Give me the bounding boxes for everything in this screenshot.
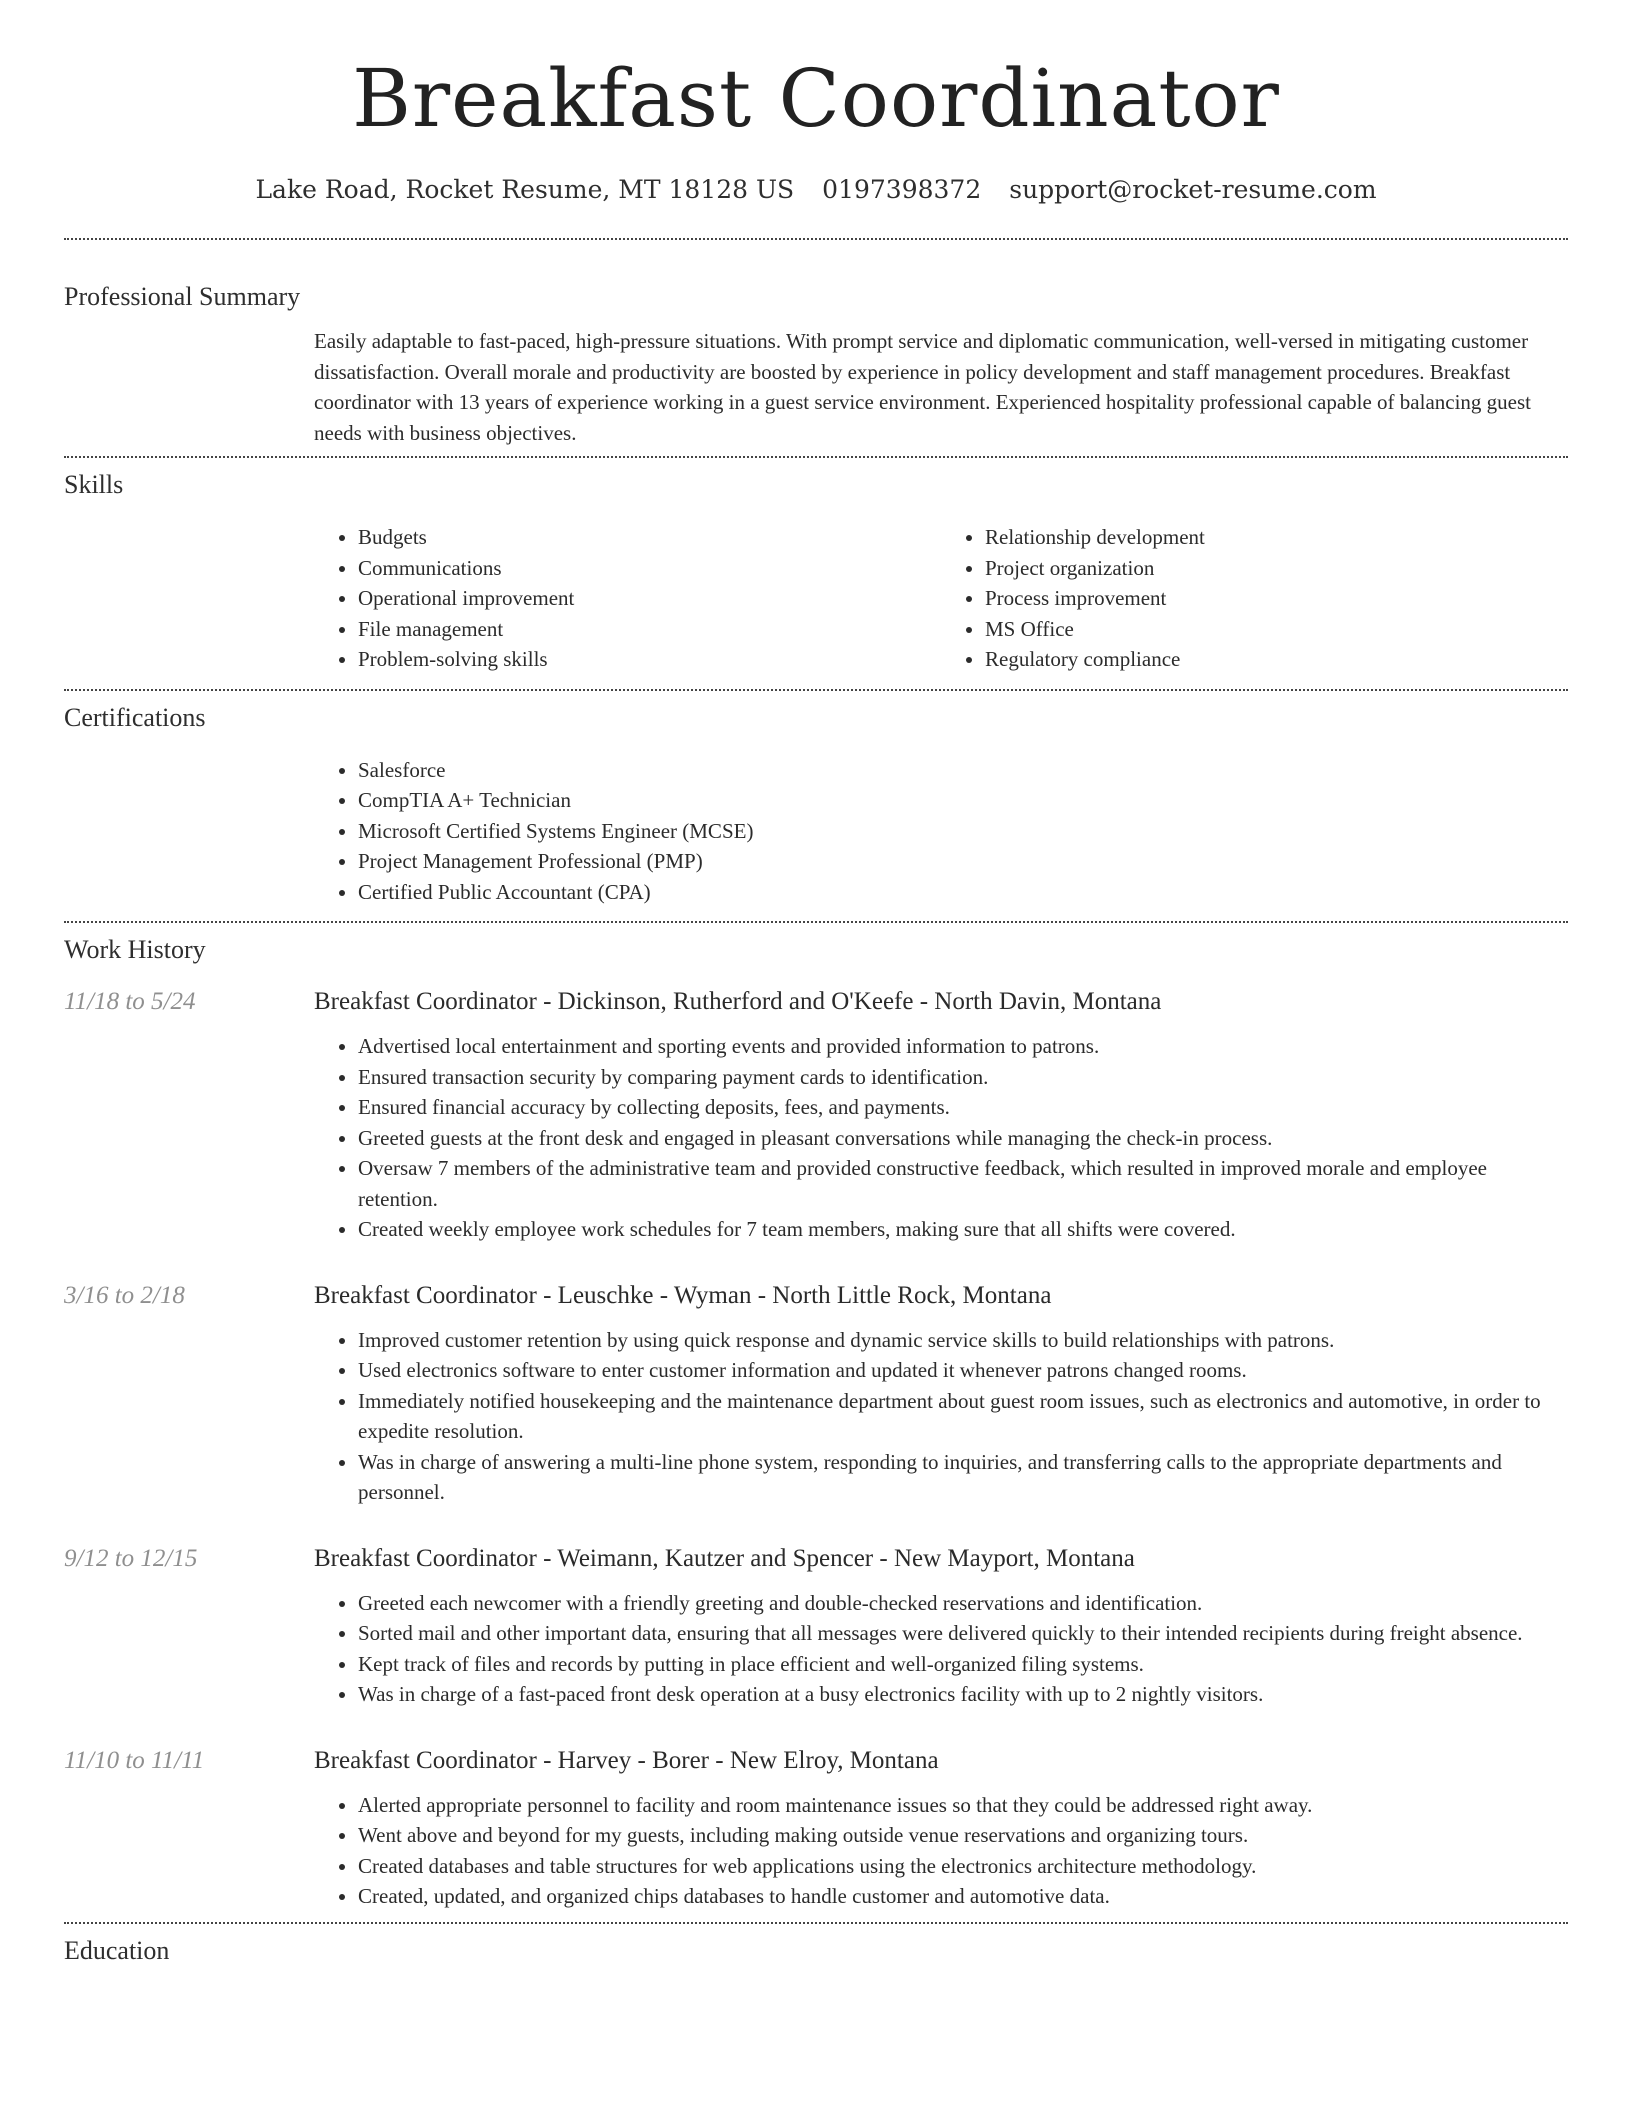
- skills-left-column: [314, 522, 941, 675]
- job-bullet: • Used electronics software to enter customer information and updated it whenever patrons changed rooms.: [358, 1355, 1568, 1386]
- certification-item: • Salesforce: [358, 755, 1568, 786]
- divider: [64, 1922, 1568, 1924]
- job-bullet: • Oversaw 7 members of the administrative team and provided constructive feedback, which resulted in improved morale and employee retention.: [358, 1153, 1568, 1214]
- skill-item: • Communications: [358, 553, 941, 584]
- candidate-name: Breakfast Coordinator: [352, 52, 1280, 145]
- job-bullet: • Immediately notified housekeeping and the maintenance department about guest room issues, such as electronics and automotive, in order to expedite resolution.: [358, 1386, 1568, 1447]
- divider: [64, 921, 1568, 923]
- job-dates: 11/10 to 11/11: [64, 1746, 205, 1774]
- job-dates: 9/12 to 12/15: [64, 1544, 198, 1572]
- contact-phone[interactable]: 0197398372: [822, 175, 982, 204]
- summary-text: Easily adaptable to fast-paced, high-pressure situations. With prompt service and diplomatic communication, well-versed in mitigating customer dissatisfaction. Overall morale and productivity are boosted by experience in policy development and staff management procedures. Breakfast coordinator with 13 years of experience working in a guest service environment. Experienced hospitality professional capable of balancing guest needs with business objectives.: [314, 329, 1532, 445]
- certification-item: • CompTIA A+ Technician: [358, 785, 1568, 816]
- skill-item: • Project organization: [985, 553, 1568, 584]
- job-entry: [64, 1542, 1568, 1710]
- job-bullet: • Advertised local entertainment and sporting events and provided information to patrons.: [358, 1031, 1568, 1062]
- certification-item: • Microsoft Certified Systems Engineer (MCSE): [358, 816, 1568, 847]
- work-history-title: Work History: [64, 935, 206, 964]
- skill-item: • Operational improvement: [358, 583, 941, 614]
- job-bullet: • Kept track of files and records by putting in place efficient and well-organized filing systems.: [358, 1649, 1568, 1680]
- job-bullet: • Was in charge of answering a multi-line phone system, responding to inquiries, and transferring calls to the appropriate departments and personnel.: [358, 1447, 1568, 1508]
- skill-item: • Regulatory compliance: [985, 644, 1568, 675]
- job-bullet: • Alerted appropriate personnel to facility and room maintenance issues so that they could be addressed right away.: [358, 1790, 1568, 1821]
- certification-item: • Project Management Professional (PMP): [358, 846, 1568, 877]
- job-heading: Breakfast Coordinator - Weimann, Kautzer and Spencer - New Mayport, Montana: [314, 1544, 1135, 1572]
- job-dates: 11/18 to 5/24: [64, 988, 196, 1015]
- skill-item: • Relationship development: [985, 522, 1568, 553]
- job-bullet: • Ensured financial accuracy by collecting deposits, fees, and payments.: [358, 1092, 1568, 1123]
- job-heading: Breakfast Coordinator - Dickinson, Rutherford and O'Keefe - North Davin, Montana: [314, 988, 1162, 1015]
- job-bullets: [314, 1031, 1568, 1245]
- summary-title: Professional Summary: [64, 282, 301, 311]
- job-entry: [64, 1279, 1568, 1508]
- skill-item: • MS Office: [985, 614, 1568, 645]
- divider: [64, 456, 1568, 458]
- job-bullet: • Created weekly employee work schedules for 7 team members, making sure that all shifts were covered.: [358, 1214, 1568, 1245]
- skill-item: • File management: [358, 614, 941, 645]
- job-bullets: [314, 1790, 1568, 1912]
- skill-item: • Problem-solving skills: [358, 644, 941, 675]
- job-heading: Breakfast Coordinator - Harvey - Borer - New Elroy, Montana: [314, 1746, 939, 1774]
- job-bullet: • Created, updated, and organized chips databases to handle customer and automotive data.: [358, 1881, 1568, 1912]
- job-bullet: • Improved customer retention by using quick response and dynamic service skills to build relationships with patrons.: [358, 1325, 1568, 1356]
- resume-page: [64, 0, 1568, 1968]
- job-bullets: [314, 1588, 1568, 1710]
- skills-title: Skills: [64, 470, 124, 499]
- contact-line: [64, 174, 1568, 206]
- divider: [64, 238, 1568, 240]
- skills-right-column: [941, 522, 1568, 675]
- job-bullets: [314, 1325, 1568, 1508]
- job-bullet: • Ensured transaction security by comparing payment cards to identification.: [358, 1062, 1568, 1093]
- contact-email[interactable]: support@rocket-resume.com: [1009, 175, 1377, 204]
- job-dates: 3/16 to 2/18: [64, 1281, 185, 1309]
- job-bullet: • Was in charge of a fast-paced front desk operation at a busy electronics facility with up to 2 nightly visitors.: [358, 1679, 1568, 1710]
- skills-list: [314, 522, 1568, 675]
- certification-item: • Certified Public Accountant (CPA): [358, 877, 1568, 908]
- skill-item: • Budgets: [358, 522, 941, 553]
- certifications-list: [314, 755, 1568, 908]
- certifications-title: Certifications: [64, 702, 206, 732]
- job-entry: [64, 985, 1568, 1245]
- skill-item: • Process improvement: [985, 583, 1568, 614]
- divider: [64, 689, 1568, 691]
- contact-address: Lake Road, Rocket Resume, MT 18128 US: [255, 175, 795, 204]
- job-bullet: • Greeted each newcomer with a friendly greeting and double-checked reservations and identification.: [358, 1588, 1568, 1619]
- job-bullet: • Greeted guests at the front desk and engaged in pleasant conversations while managing the check-in process.: [358, 1123, 1568, 1154]
- job-bullet: • Sorted mail and other important data, ensuring that all messages were delivered quickly to their intended recipients during freight absence.: [358, 1618, 1568, 1649]
- education-title: Education: [64, 1935, 170, 1965]
- job-heading: Breakfast Coordinator - Leuschke - Wyman - North Little Rock, Montana: [314, 1281, 1052, 1309]
- job-bullet: • Created databases and table structures for web applications using the electronics architecture methodology.: [358, 1851, 1568, 1882]
- job-bullet: • Went above and beyond for my guests, including making outside venue reservations and organizing tours.: [358, 1820, 1568, 1851]
- job-entry: [64, 1744, 1568, 1912]
